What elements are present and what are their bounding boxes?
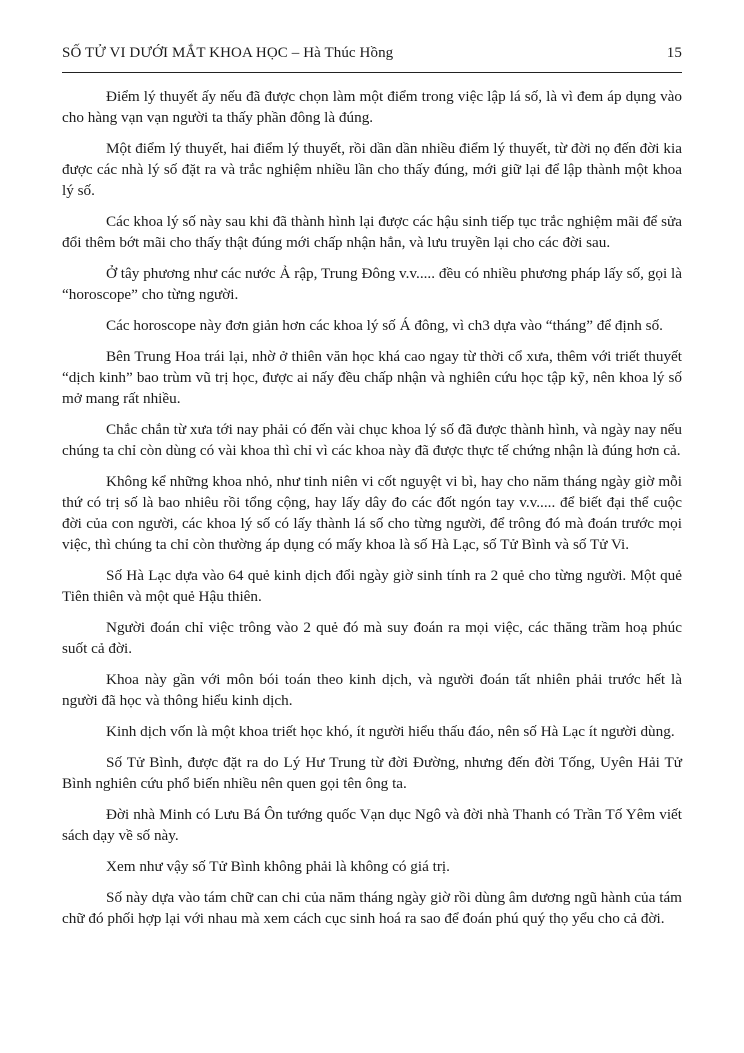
paragraph: Một điểm lý thuyết, hai điểm lý thuyết, rồi dần dần nhiều điểm lý thuyết, từ đời nọ đến đời kia được các nhà lý số đặt ra và trắc nghiệm nhiều lần cho thấy đúng, mới giữ lại để lập thành một khoa lý số. <box>62 140 682 199</box>
paragraph: Số này dựa vào tám chữ can chi của năm tháng ngày giờ rồi dùng âm dương ngũ hành của tám chữ đó phối hợp lại với nhau mà xem cách cục sinh hoá ra sao để đoán phú quý thọ yểu cho cả đời. <box>62 889 682 927</box>
paragraph: Không kể những khoa nhỏ, như tinh niên vi cốt nguyệt vi bì, hay cho năm tháng ngày giờ mỗi thứ có trị số là bao nhiêu rồi tổng cộng, hay lấy dây đo các đốt ngón tay v.v..... để biết đại thể cuộc đời của con người, các khoa lý số có lấy thành lá số cho từng người, để trông đó mà đoán trước mọi việc, thì chúng ta chỉ còn thường áp dụng có mấy khoa là số Hà Lạc, số Tử Bình và số Tử Vi. <box>62 473 682 553</box>
paragraph: Kinh dịch vốn là một khoa triết học khó, ít người hiểu thấu đáo, nên số Hà Lạc ít người dùng. <box>106 723 675 740</box>
header-rule <box>62 72 682 73</box>
header-title: SỐ TỬ VI DƯỚI MẮT KHOA HỌC – Hà Thúc Hồng <box>62 45 394 61</box>
paragraph: Người đoán chỉ việc trông vào 2 quẻ đó mà suy đoán ra mọi việc, các thăng trầm hoạ phúc suốt cả đời. <box>62 619 682 657</box>
paragraph: Các horoscope này đơn giản hơn các khoa lý số Á đông, vì ch3 dựa vào “tháng” để định số. <box>106 317 663 334</box>
paragraph: Các khoa lý số này sau khi đã thành hình lại được các hậu sinh tiếp tục trắc nghiệm mãi để sửa đổi thêm bớt mãi cho thấy thật đúng mới chấp nhận hẳn, và lưu truyền lại cho các đời sau. <box>62 213 682 251</box>
paragraph: Khoa này gần với môn bói toán theo kinh dịch, và người đoán tất nhiên phải trước hết là người đã học và thông hiểu kinh dịch. <box>62 671 682 709</box>
paragraph: Chắc chắn từ xưa tới nay phải có đến vài chục khoa lý số đã được thành hình, và ngày nay nếu chúng ta chỉ còn dùng có vài khoa thì chỉ vì các khoa này đã được thực tế chứng nhận là đúng hơn cả. <box>62 421 682 459</box>
paragraph: Số Hà Lạc dựa vào 64 quẻ kinh dịch đổi ngày giờ sinh tính ra 2 quẻ cho từng người. Một quẻ Tiên thiên và một quẻ Hậu thiên. <box>62 567 682 605</box>
running-header <box>62 45 682 67</box>
paragraph: Đời nhà Minh có Lưu Bá Ôn tướng quốc Vạn dục Ngô và đời nhà Thanh có Trần Tố Yêm viết sách dạy về số này. <box>62 806 682 844</box>
page-number: 15 <box>666 45 682 61</box>
body-text <box>62 86 682 939</box>
paragraph: Bên Trung Hoa trái lại, nhờ ở thiên văn học khá cao ngay từ thời cổ xưa, thêm với triết thuyết “dịch kinh” bao trùm vũ trị học, được ai nấy đều chấp nhận và nghiên cứu học tập kỹ, nên khoa lý số mở mang rất nhiều. <box>62 348 682 407</box>
paragraph: Số Tử Bình, được đặt ra do Lý Hư Trung từ đời Đường, nhưng đến đời Tống, Uyên Hải Tử Bình nghiên cứu phổ biến nhiều nên quen gọi tên ông ta. <box>62 754 682 792</box>
paragraph: Ở tây phương như các nước Ả rập, Trung Đông v.v..... đều có nhiều phương pháp lấy số, gọi là “horoscope” cho từng người. <box>62 265 682 303</box>
paragraph: Điểm lý thuyết ấy nếu đã được chọn làm một điểm trong việc lập lá số, là vì đem áp dụng vào cho hàng vạn vạn người ta thấy phần đông là đúng. <box>62 88 682 126</box>
paragraph: Xem như vậy số Tử Bình không phải là không có giá trị. <box>106 858 450 875</box>
